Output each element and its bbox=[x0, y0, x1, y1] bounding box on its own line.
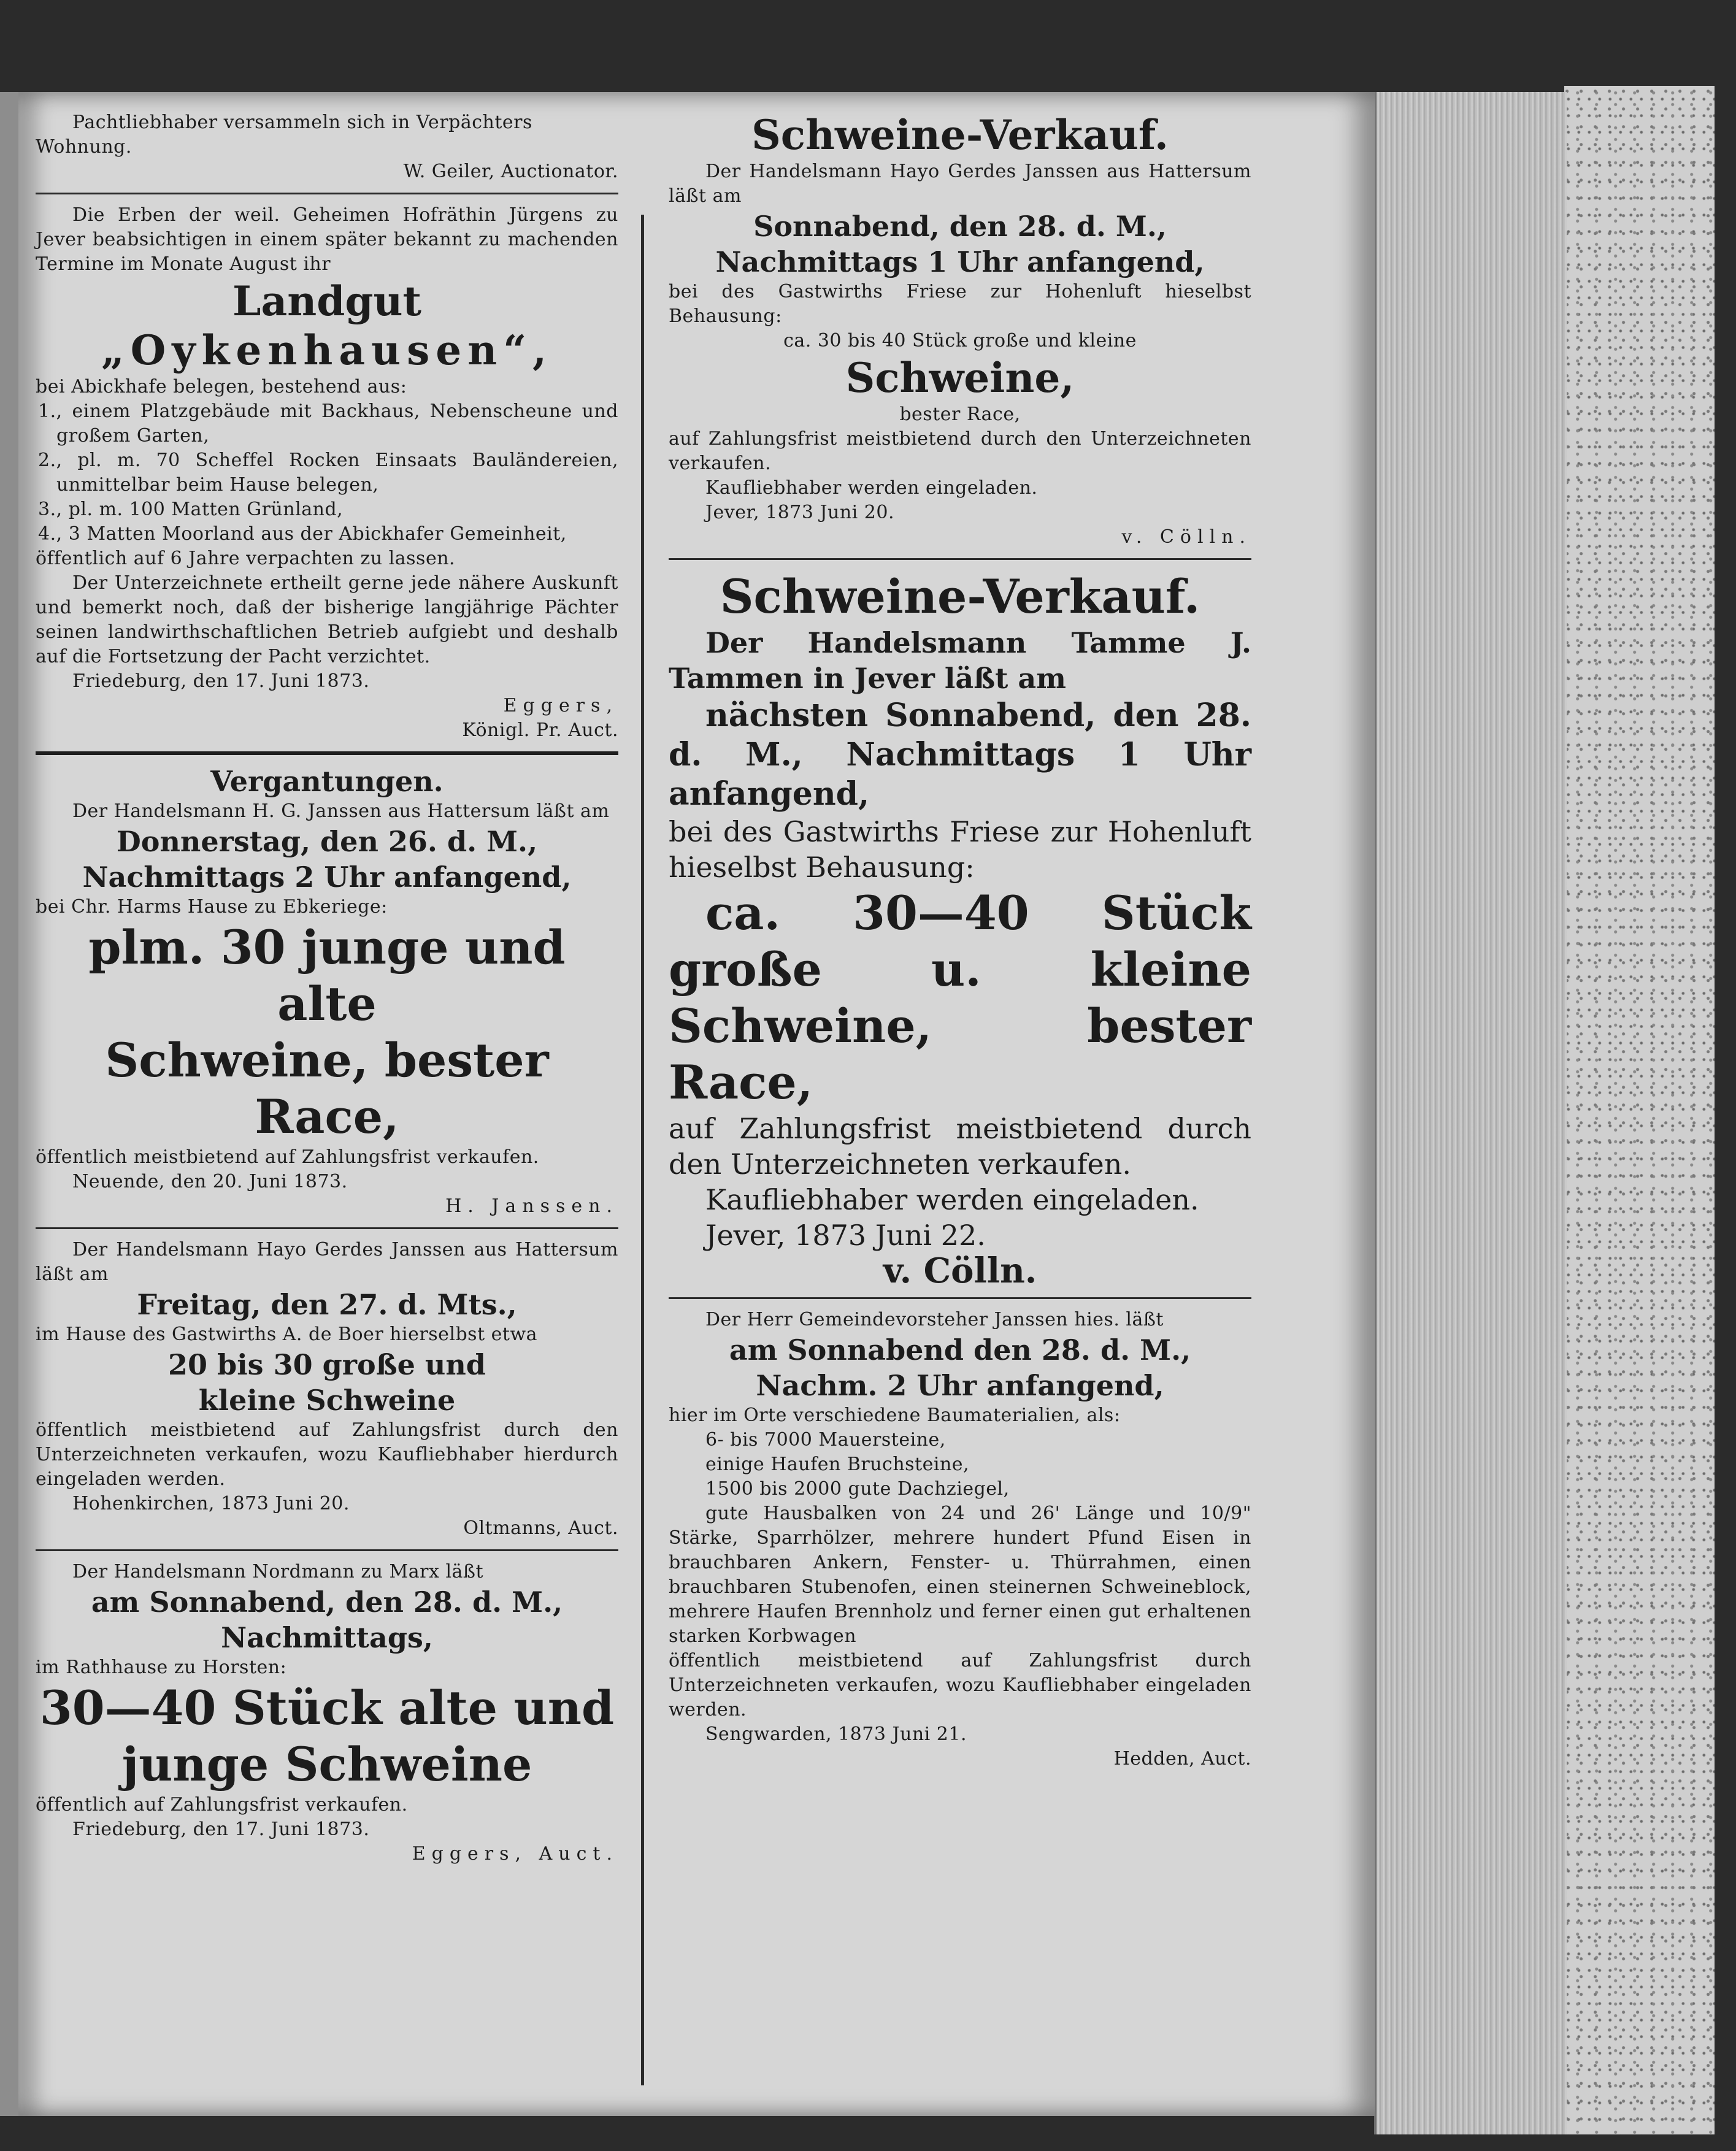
list-item: einige Haufen Bruchsteine, bbox=[705, 1454, 970, 1475]
place-date: Friedeburg, den 17. Juni 1873. bbox=[72, 1819, 370, 1840]
sale-date: Freitag, den 27. d. Mts., bbox=[137, 1288, 517, 1321]
signature: Eggers, Auct. bbox=[412, 1843, 618, 1865]
list-item: 2., pl. m. 70 Scheffel Rocken Einsaats Bauländereien, unmittelbar beim Hause belegen, bbox=[38, 450, 618, 496]
right-column bbox=[669, 110, 1251, 1771]
headline: Schweine-Verkauf. bbox=[751, 111, 1169, 159]
intro-text: Der Handelsmann H. G. Janssen aus Hattersum läßt am bbox=[72, 800, 610, 822]
signature: H. Janssen. bbox=[445, 1195, 618, 1217]
sale-time: Nachmittags 1 Uhr anfangend, bbox=[715, 245, 1205, 278]
notice-vergantungen bbox=[36, 764, 618, 1219]
goods-line: Schweine, bester Race, bbox=[105, 1033, 549, 1144]
page-block-edges bbox=[1374, 92, 1567, 2134]
list-item: 4., 3 Matten Moorland aus der Abickhafer Gemeinheit, bbox=[38, 523, 567, 545]
notice-landgut bbox=[36, 203, 618, 743]
sale-time: Nachmittags 2 Uhr anfangend, bbox=[82, 861, 572, 894]
separator bbox=[36, 1227, 618, 1229]
list-item: 1500 bis 2000 gute Dachziegel, bbox=[705, 1478, 1010, 1500]
book-cover-board bbox=[1564, 86, 1715, 2134]
terms-text: öffentlich meistbietend auf Zahlungsfrist verkaufen. bbox=[36, 1146, 539, 1168]
left-column bbox=[36, 110, 618, 1866]
signature: v. Cölln. bbox=[1121, 526, 1251, 548]
separator bbox=[36, 193, 618, 194]
intro-text: Der Handelsmann Tamme J. Tammen in Jever läßt am bbox=[669, 626, 1251, 695]
separator bbox=[669, 1297, 1251, 1299]
place-date: Neuende, den 20. Juni 1873. bbox=[72, 1171, 348, 1192]
terms-text: auf Zahlungsfrist meistbietend durch den Unterzeichneten verkaufen. bbox=[669, 428, 1251, 474]
goods-line: ca. 30—40 Stück große u. kleine Schweine, bester Race, bbox=[669, 886, 1251, 1110]
goods-line: 30—40 Stück alte und bbox=[39, 1681, 615, 1735]
sale-date: am Sonnabend den 28. d. M., bbox=[729, 1333, 1191, 1367]
intro-text: Der Handelsmann Hayo Gerdes Janssen aus Hattersum läßt am bbox=[36, 1239, 618, 1285]
list-item: 6- bis 7000 Mauersteine, bbox=[705, 1429, 946, 1451]
signature: W. Geiler, Auctionator. bbox=[403, 161, 618, 182]
notice-hayo-friday bbox=[36, 1238, 618, 1541]
intro-text: Der Handelsmann Hayo Gerdes Janssen aus Hattersum läßt am bbox=[669, 161, 1251, 207]
sale-place: bei des Gastwirths Friese zur Hohenluft hieselbst Behausung: bbox=[669, 815, 1251, 884]
details-text: gute Hausbalken von 24 und 26' Länge und 10/9" Stärke, Sparrhölzer, mehrere hundert Pfund Eisen in brauchbaren Ankern, Fenster- u. Thürrahmen, einen brauchbaren Stubenofen, einen steinernen Schweineblock, mehrere Haufen Brennholz und ferner einen gut erhaltenen starken Korbwagen bbox=[669, 1503, 1251, 1647]
sale-place: im Hause des Gastwirths A. de Boer hierselbst etwa bbox=[36, 1324, 538, 1345]
place-date: Jever, 1873 Juni 22. bbox=[705, 1219, 986, 1252]
notice-schweine-verkauf-1 bbox=[669, 110, 1251, 550]
invite-text: Kaufliebhaber werden eingeladen. bbox=[705, 1183, 1199, 1216]
location-text: bei Abickhafe belegen, bestehend aus: bbox=[36, 376, 407, 397]
intro-text: Der Herr Gemeindevorsteher Janssen hies. läßt bbox=[705, 1309, 1164, 1330]
terms-text: auf Zahlungsfrist meistbietend durch den Unterzeichneten verkaufen. bbox=[669, 1112, 1251, 1181]
separator bbox=[36, 751, 618, 755]
lease-text: öffentlich auf 6 Jahre verpachten zu lassen. bbox=[36, 548, 456, 569]
notice-pachtliebhaber bbox=[36, 110, 618, 184]
place-date: Sengwarden, 1873 Juni 21. bbox=[705, 1723, 967, 1745]
place-date: Hohenkirchen, 1873 Juni 20. bbox=[72, 1493, 350, 1514]
quantity-text: ca. 30 bis 40 Stück große und kleine bbox=[783, 330, 1137, 351]
newspaper-page bbox=[18, 92, 1375, 2116]
headline: Landgut bbox=[232, 277, 421, 325]
sale-place: hier im Orte verschiedene Baumaterialien, als: bbox=[669, 1405, 1121, 1426]
sale-date: Sonnabend, den 28. d. M., bbox=[753, 210, 1167, 243]
sale-place: bei Chr. Harms Hause zu Ebkeriege: bbox=[36, 896, 388, 918]
race-text: bester Race, bbox=[899, 404, 1021, 425]
info-text: Der Unterzeichnete ertheilt gerne jede nähere Auskunft und bemerkt noch, daß der bisherige langjährige Pächter seinen landwirthschaftlichen Betrieb aufgiebt und deshalb auf die Fortsetzung der Pacht verzichtet. bbox=[36, 572, 618, 667]
terms-text: öffentlich auf Zahlungsfrist verkaufen. bbox=[36, 1794, 408, 1816]
notice-text: Pachtliebhaber versammeln sich in Verpächters bbox=[72, 112, 532, 133]
intro-text: Der Handelsmann Nordmann zu Marx läßt bbox=[72, 1561, 484, 1582]
sale-place: im Rathhause zu Horsten: bbox=[36, 1657, 287, 1678]
sale-place: bei des Gastwirths Friese zur Hohenluft hieselbst Behausung: bbox=[669, 281, 1251, 327]
notice-baumaterialien bbox=[669, 1308, 1251, 1771]
goods-line: junge Schweine bbox=[121, 1737, 532, 1792]
sale-date: am Sonnabend, den 28. d. M., bbox=[91, 1585, 563, 1619]
separator bbox=[36, 1549, 618, 1551]
sale-date: nächsten Sonnabend, den 28. d. M., Nachmittags 1 Uhr anfangend, bbox=[669, 697, 1251, 813]
goods-line: plm. 30 junge und alte bbox=[88, 920, 566, 1031]
goods-line: kleine Schweine bbox=[198, 1384, 456, 1417]
intro-text: Die Erben der weil. Geheimen Hofräthin Jürgens zu Jever beabsichtigen in einem später bekannt zu machenden Termine im Monate August ihr bbox=[36, 204, 618, 275]
signature: v. Cölln. bbox=[883, 1251, 1037, 1291]
notice-nordmann bbox=[36, 1560, 618, 1866]
section-heading: Vergantungen. bbox=[210, 765, 444, 798]
signature-title: Königl. Pr. Auct. bbox=[462, 719, 618, 741]
facing-page-edge bbox=[0, 92, 20, 2116]
estate-name: „Oykenhausen“, bbox=[101, 326, 553, 374]
signature: Eggers, bbox=[503, 695, 618, 716]
goods-line: 20 bis 30 große und bbox=[168, 1348, 486, 1381]
column-divider bbox=[641, 215, 644, 2085]
sale-time: Nachm. 2 Uhr anfangend, bbox=[756, 1369, 1164, 1402]
terms-text: öffentlich meistbietend auf Zahlungsfrist durch den Unterzeichneten verkaufen, wozu Kaufliebhaber hierdurch eingeladen werden. bbox=[36, 1419, 618, 1490]
place-date: Friedeburg, den 17. Juni 1873. bbox=[72, 670, 370, 692]
notice-text: Wohnung. bbox=[36, 136, 132, 158]
separator bbox=[669, 558, 1251, 560]
headline: Schweine-Verkauf. bbox=[720, 569, 1200, 624]
notice-schweine-verkauf-2 bbox=[669, 569, 1251, 1289]
place-date: Jever, 1873 Juni 20. bbox=[705, 502, 894, 523]
signature: Hedden, Auct. bbox=[1113, 1748, 1251, 1769]
sale-time: Nachmittags, bbox=[221, 1621, 433, 1654]
sale-date: Donnerstag, den 26. d. M., bbox=[116, 825, 538, 858]
goods-headline: Schweine, bbox=[845, 354, 1075, 402]
terms-text: öffentlich meistbietend auf Zahlungsfrist durch Unterzeichneten verkaufen, wozu Kaufliebhaber eingeladen werden. bbox=[669, 1650, 1251, 1720]
list-item: 1., einem Platzgebäude mit Backhaus, Nebenscheune und großem Garten, bbox=[38, 401, 618, 447]
invite-text: Kaufliebhaber werden eingeladen. bbox=[705, 477, 1038, 499]
list-item: 3., pl. m. 100 Matten Grünland, bbox=[38, 499, 344, 520]
signature: Oltmanns, Auct. bbox=[463, 1517, 618, 1539]
